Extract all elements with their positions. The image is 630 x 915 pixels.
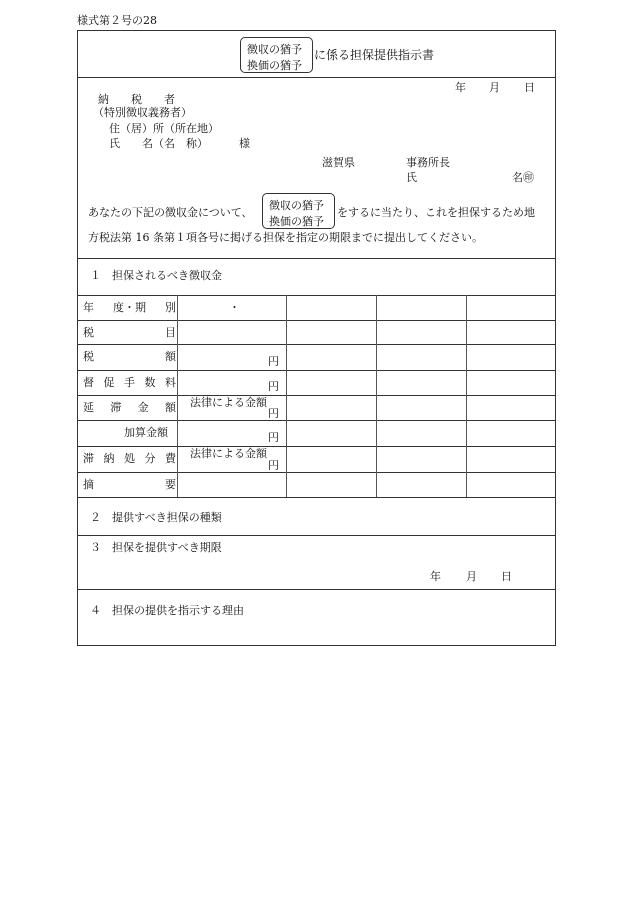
row-label-demand-fee: 督 促 手 数 料 xyxy=(83,376,176,389)
section3-year: 年 xyxy=(430,570,441,583)
body-brace xyxy=(262,193,335,229)
row-label-fiscal-year: 年 度・期 別 xyxy=(83,301,176,314)
row-label-summary: 摘 要 xyxy=(83,478,176,491)
title-suffix: に係る担保提供指示書 xyxy=(314,48,435,62)
body-continuation: をするに当たり、これを担保するため地 xyxy=(337,206,535,219)
body-divider xyxy=(77,258,556,259)
section3-heading: ３ 担保を提供すべき期限 xyxy=(90,541,222,554)
section1-bottom xyxy=(77,497,556,498)
special-collector-label: （特別徴収義務者） xyxy=(93,106,192,119)
body-line2: 方税法第 16 条第１項各号に掲げる担保を指定の期限までに提出してください。 xyxy=(88,231,483,244)
address-label: 住（居）所（所在地） xyxy=(109,122,219,135)
row-label-tax-item: 税 目 xyxy=(83,326,176,339)
row-label-tax-amount: 税 額 xyxy=(83,350,176,363)
name-label: 氏 名（名 称） xyxy=(109,137,208,150)
demand-fee-yen: 円 xyxy=(268,380,279,393)
title-brace xyxy=(240,37,313,73)
taxpayer-label: 納 税 者 xyxy=(98,93,175,106)
honorific: 様 xyxy=(239,137,250,150)
title-brace-line2: 換価の猶予 xyxy=(247,59,302,72)
body-intro: あなたの下記の徴収金について、 xyxy=(88,206,253,219)
date-month: 月 xyxy=(489,81,500,94)
disposition-note: 法律による金額 xyxy=(190,447,267,460)
body-brace-line2: 換価の猶予 xyxy=(269,215,324,228)
delinquency-yen: 円 xyxy=(268,407,279,420)
title-divider xyxy=(77,77,556,78)
delinquency-note: 法律による金額 xyxy=(190,396,267,409)
section4-heading: ４ 担保の提供を指示する理由 xyxy=(90,604,244,617)
tax-amount-yen: 円 xyxy=(268,355,279,368)
section1-heading: １ 担保されるべき徴収金 xyxy=(90,269,222,282)
fiscal-year-dot: ・ xyxy=(229,301,240,314)
section3-day: 日 xyxy=(501,570,512,583)
row-label-disposition-fee: 滞 納 処 分 費 xyxy=(83,452,176,465)
additional-yen: 円 xyxy=(268,431,279,444)
issuer-prefecture: 滋賀県 xyxy=(322,156,355,169)
section2-bottom xyxy=(77,535,556,536)
section3-month: 月 xyxy=(466,570,477,583)
issuer-office-chief: 事務所長 xyxy=(406,156,450,169)
date-year: 年 xyxy=(455,81,466,94)
section2-heading: ２ 提供すべき担保の種類 xyxy=(90,511,222,524)
issuer-name-label: 氏 xyxy=(406,171,417,184)
form-number: 様式第２号の28 xyxy=(77,14,157,27)
section3-bottom xyxy=(77,589,556,590)
title-brace-line1: 徴収の猶予 xyxy=(247,43,302,56)
row-label-delinquency: 延 滞 金 額 xyxy=(83,401,176,414)
body-brace-line1: 徴収の猶予 xyxy=(269,199,324,212)
row-label-additional: 加算金額 xyxy=(124,426,168,439)
date-day: 日 xyxy=(524,81,535,94)
issuer-seal: 名㊞ xyxy=(512,171,534,184)
disposition-yen: 円 xyxy=(268,459,279,472)
